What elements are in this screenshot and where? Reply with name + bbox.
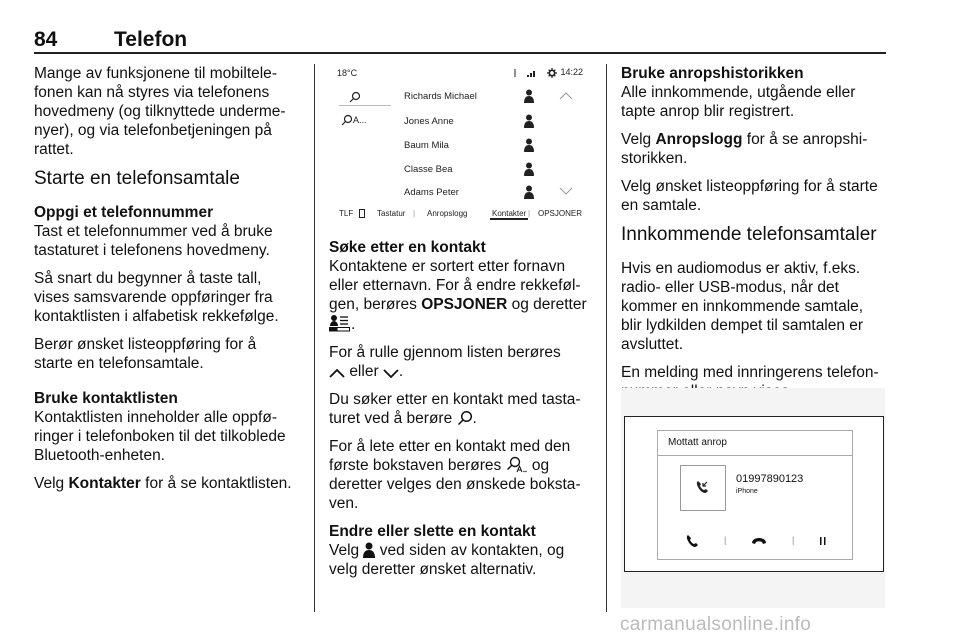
contact-name: Classe Bea	[404, 164, 453, 175]
divider	[339, 105, 391, 106]
tab-tlf[interactable]: TLF	[339, 209, 354, 218]
letter-search-button[interactable]	[341, 114, 367, 126]
signal-icon	[513, 68, 543, 78]
text: eller	[349, 363, 379, 380]
text: Velg	[329, 542, 360, 559]
pause-icon[interactable]	[820, 537, 826, 545]
subheading-search-contact: Søke etter en kontakt	[329, 239, 486, 256]
search-icon	[457, 410, 473, 426]
subheading-edit-contact: Endre eller slette en kontakt	[329, 523, 536, 540]
caller-avatar	[680, 465, 726, 511]
paragraph: Hvis en audiomodus er aktiv, f.eks. radio- eller USB-modus, når det kommer en innkommende samtale, blir lydkilden dempet til samtalen er avsluttet.	[621, 260, 864, 353]
paragraph: Alle innkommende, utgående eller tapte anrop blir registrert.	[621, 84, 856, 120]
sort-icon	[329, 314, 351, 332]
text: Velg	[621, 131, 656, 148]
column-divider	[314, 64, 315, 612]
separator: |	[792, 535, 795, 545]
subheading-enter-number: Oppgi et telefonnummer	[34, 204, 214, 221]
search-icon[interactable]	[349, 91, 361, 103]
contact-row[interactable]	[404, 86, 554, 108]
contact-row[interactable]	[404, 182, 554, 204]
chevron-up-icon	[329, 367, 345, 379]
text: og deretter	[507, 296, 587, 313]
accept-call-icon[interactable]	[686, 535, 698, 547]
heading-incoming-calls: Innkommende telefonsamtaler	[621, 224, 877, 245]
tab-contacts[interactable]: Kontakter	[492, 209, 527, 218]
tab-call-log[interactable]: Anropslogg	[427, 209, 468, 218]
header-rule	[34, 52, 886, 54]
person-icon	[363, 542, 375, 558]
paragraph	[34, 474, 298, 493]
paragraph: Velg ønsket listeoppføring for å starte en samtale.	[621, 178, 878, 214]
intro-paragraph: Mange av funksjonene til mobiltelefonen kan nå styres via telefonens hovedmeny (og tilknyttede undermenyer), og via telefonbetjeningen på rattet.	[34, 65, 286, 158]
divider	[658, 455, 852, 456]
page-title: Telefon	[114, 28, 188, 51]
column-3	[621, 64, 886, 410]
letter-search-label: A...	[353, 115, 367, 125]
contact-name: Baum Mila	[404, 140, 449, 151]
incoming-call-screen	[621, 388, 885, 608]
tab-keypad[interactable]: Tastatur	[377, 209, 406, 218]
paragraph: En melding med innringerens telefon	[621, 364, 879, 381]
text: Kontaktene er sortert etter fornavn eller etternavn. For å endre rekkefølgen, berøres	[329, 258, 581, 313]
letter-search-icon	[506, 456, 528, 473]
text: For å rulle gjennom listen berøres	[329, 344, 561, 361]
text: For å lete etter en kontakt med den første bokstaven berøres	[329, 438, 571, 474]
paragraph: Så snart du begynner å taste tall, vises samsvarende oppføringer fra kontaktlisten i alfabetisk rekkefølge.	[34, 270, 279, 325]
text: ved siden av kontakten, og velg deretter ønsket alternativ.	[329, 542, 565, 578]
incoming-call-icon	[695, 480, 709, 494]
paragraph: Tast et telefonnummer ved å bruke tastaturet i telefonens hovedmeny.	[34, 223, 273, 259]
paragraph: Kontaktlisten inneholder alle oppføringer i telefonboken til det tilkoblede Bluetooth-enheten.	[34, 409, 286, 464]
screen-frame	[624, 416, 884, 572]
contact-row[interactable]	[404, 159, 554, 181]
paragraph	[621, 130, 886, 168]
gear-icon	[546, 68, 558, 78]
separator: |	[724, 535, 727, 545]
page-number: 84	[34, 28, 58, 51]
contact-name: Richards Michael	[404, 91, 477, 102]
tab-bar	[329, 206, 593, 222]
contact-row[interactable]	[404, 111, 554, 133]
text: for å se anropshistorikken.	[621, 131, 868, 167]
bold-term: Kontakter	[68, 475, 141, 492]
tab-options[interactable]: OPSJONER	[538, 209, 583, 218]
tab-separator: |	[528, 209, 531, 218]
tab-separator: |	[413, 209, 416, 218]
temperature: 18°C	[337, 68, 358, 78]
person-icon[interactable]	[524, 138, 534, 152]
person-icon[interactable]	[524, 89, 534, 103]
search-icon	[341, 114, 353, 126]
paragraph: Berør ønsket listeoppføring for å starte en telefonsamtale.	[34, 336, 257, 372]
call-title: Mottatt anrop	[668, 437, 727, 448]
contacts-screen	[329, 64, 593, 224]
phone-icon	[359, 209, 365, 218]
person-icon[interactable]	[524, 162, 534, 176]
reject-call-icon[interactable]	[751, 537, 767, 545]
subheading-contact-list: Bruke kontaktlisten	[34, 390, 178, 407]
bold-term: Anropslogg	[655, 131, 743, 148]
watermark: carmanualsonline.info	[620, 614, 812, 635]
clock: 14:22	[560, 67, 583, 77]
contact-row[interactable]	[404, 135, 554, 157]
contact-name: Adams Peter	[404, 187, 459, 198]
caller-number: 01997890123	[736, 473, 804, 485]
chevron-down-icon[interactable]	[559, 187, 573, 195]
column-divider	[606, 64, 607, 612]
bold-term: OPSJONER	[421, 296, 508, 313]
chevron-up-icon[interactable]	[559, 92, 573, 100]
status-bar	[513, 67, 583, 78]
page-header	[34, 28, 886, 56]
contact-name: Jones Anne	[404, 116, 454, 127]
person-icon[interactable]	[524, 185, 534, 199]
chevron-down-icon	[383, 367, 399, 379]
caller-device: iPhone	[736, 488, 758, 495]
text: Du søker etter en kontakt med tastaturet ved å berøre	[329, 391, 581, 427]
call-panel	[657, 430, 853, 560]
text: Velg	[34, 475, 69, 492]
subheading-call-history: Bruke anropshistorikken	[621, 65, 804, 82]
person-icon[interactable]	[524, 114, 534, 128]
column-2: Søke etter en kontakt Kontaktene er sortert etter fornavn eller etternavn. For å endre rekkefølgen, berøres OPSJONER og deretter . For å rulle gjennom listen berøres eller . Du søker etter en kontakt med tastaturet ved å berøre . For å lete etter en kontakt med den første bokstaven berøres og deretter velges den ønskede bokstaven. Endre eller slette en kontakt Velg ved siden av kontakten, og velg deretter ønsket alternativ.	[329, 238, 593, 588]
text: og deretter velges den ønskede bokstaven.	[329, 457, 581, 512]
column-1	[34, 64, 298, 502]
heading-start-call: Starte en telefonsamtale	[34, 168, 240, 189]
text: for å se kontaktlisten.	[140, 475, 292, 492]
